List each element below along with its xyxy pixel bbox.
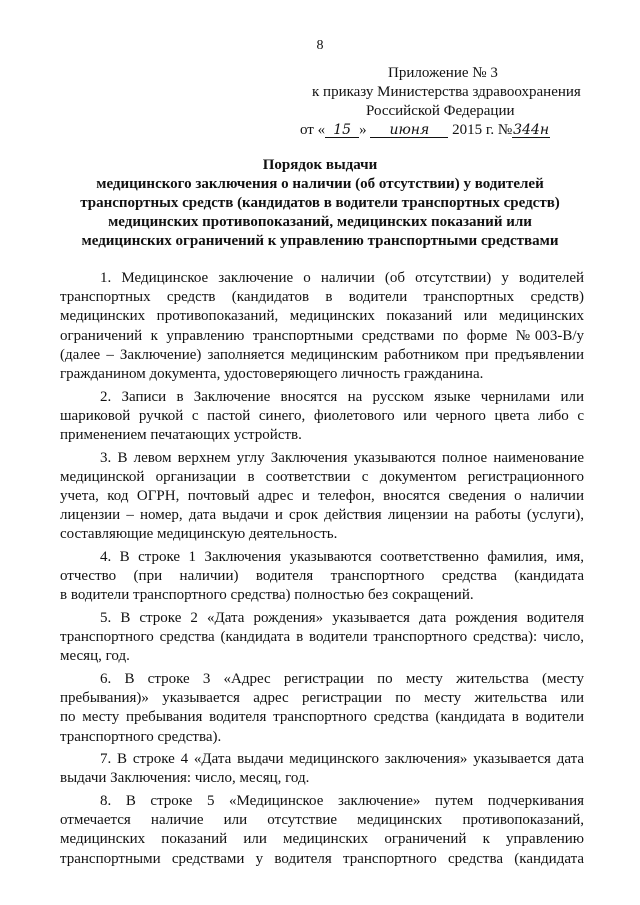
paragraph-line: транспортного средства). — [60, 728, 222, 745]
date-prefix: от « — [300, 122, 326, 138]
title-line: медицинских ограничений к управлению транспортными средствами — [81, 233, 559, 249]
appendix-federation: Российской Федерации — [366, 103, 515, 119]
paragraph-line: медицинских противопоказаний, медицинских показаний или медицинских — [60, 308, 584, 325]
paragraph-line: пребывания)» указывается адрес регистрации по месту жительства или — [60, 690, 584, 707]
paragraph-line: в водители транспортного средства) полностью без сокращений. — [60, 587, 474, 604]
paragraph — [60, 609, 584, 667]
paragraph-line: медицинской организации в соответствии с документом регистрационного — [60, 468, 584, 485]
document-title — [40, 156, 600, 251]
title-line: Порядок выдачи — [262, 157, 378, 173]
handwritten-month: июня — [370, 123, 448, 138]
paragraph-line: 1. Медицинское заключение о наличии (об отсутствии) у водителей — [100, 270, 584, 286]
paragraph-line: лицензии – номер, дата выдачи и срок действия лицензии на работы (услуги), — [60, 507, 584, 524]
paragraph-line: 2. Записи в Заключение вносятся на русском языке чернилами или — [100, 388, 584, 405]
paragraph — [60, 670, 584, 747]
paragraph-line: составляющие медицинскую деятельность. — [60, 526, 338, 543]
paragraph-line: отмечается наличие или отсутствие медицинских противопоказаний, — [60, 812, 584, 829]
handwritten-day: 15 — [325, 123, 359, 138]
date-year: 2015 г. № — [452, 122, 513, 138]
appendix-order-ref: к приказу Министерства здравоохранения — [312, 84, 581, 100]
appendix-title: Приложение № 3 — [388, 65, 498, 81]
page-number: 8 — [316, 38, 324, 53]
title-line: транспортных средств (кандидатов в водители транспортных средств) — [80, 195, 560, 211]
appendix-header — [300, 64, 600, 140]
paragraph-line: по месту пребывания водителя транспортного средства (кандидата в водители — [60, 709, 584, 726]
title-line: медицинских противопоказаний, медицинских показаний или — [108, 214, 532, 230]
date-mid: » — [359, 122, 367, 138]
paragraph-line: применением печатающих устройств. — [60, 427, 302, 444]
paragraph-line: отчество (при наличии) водителя транспортного средства (кандидата — [60, 568, 584, 585]
paragraph-line: 6. В строке 3 «Адрес регистрации по месту жительства (месту — [100, 671, 584, 688]
paragraph-line: (далее – Заключение) заполняется медицинским работником при предъявлении — [60, 346, 584, 363]
paragraph-line: учета, код ОГРН, почтовый адрес и телефон, вносятся сведения о наличии — [60, 488, 584, 505]
document-body — [60, 269, 584, 872]
paragraph-line: 3. В левом верхнем углу Заключения указываются полное наименование — [100, 449, 584, 466]
paragraph-line: 7. В строке 4 «Дата выдачи медицинского заключения» указывается дата — [100, 751, 584, 768]
paragraph — [60, 750, 584, 788]
paragraph — [60, 388, 584, 446]
paragraph-line: транспортных средств (кандидатов в водители транспортных средств) — [60, 289, 584, 306]
paragraph-line: 4. В строке 1 Заключения указываются соответственно фамилия, имя, — [100, 549, 584, 566]
paragraph-line: медицинских показаний или медицинских ограничений к управлению — [60, 831, 584, 848]
paragraph — [60, 548, 584, 606]
paragraph-line: транспортного средства (кандидата в водители транспортного средства): число, — [60, 629, 584, 646]
appendix-date-line — [300, 121, 600, 140]
paragraph — [60, 269, 584, 384]
paragraph-line: ограничений к управлению транспортными средствами по форме №003-В/у — [60, 327, 584, 344]
paragraph — [60, 449, 584, 545]
paragraph-line: выдачи Заключения: число, месяц, год. — [60, 770, 310, 787]
paragraph-line: шариковой ручкой с пастой синего, фиолетового или черного цвета либо с — [60, 407, 584, 424]
title-line: медицинского заключения о наличии (об отсутствии) у водителей — [96, 176, 544, 192]
paragraph-line: гражданином документа, удостоверяющего личность гражданина. — [60, 366, 484, 383]
paragraph-line: транспортными средствами у водителя транспортного средства (кандидата — [60, 850, 584, 867]
handwritten-order-number: 344н — [513, 122, 550, 138]
paragraph-line: месяц, год. — [60, 648, 130, 665]
paragraph-line: 8. В строке 5 «Медицинское заключение» путем подчеркивания — [100, 793, 584, 810]
paragraph-line: 5. В строке 2 «Дата рождения» указывается дата рождения водителя — [100, 610, 584, 627]
paragraph — [60, 792, 584, 869]
